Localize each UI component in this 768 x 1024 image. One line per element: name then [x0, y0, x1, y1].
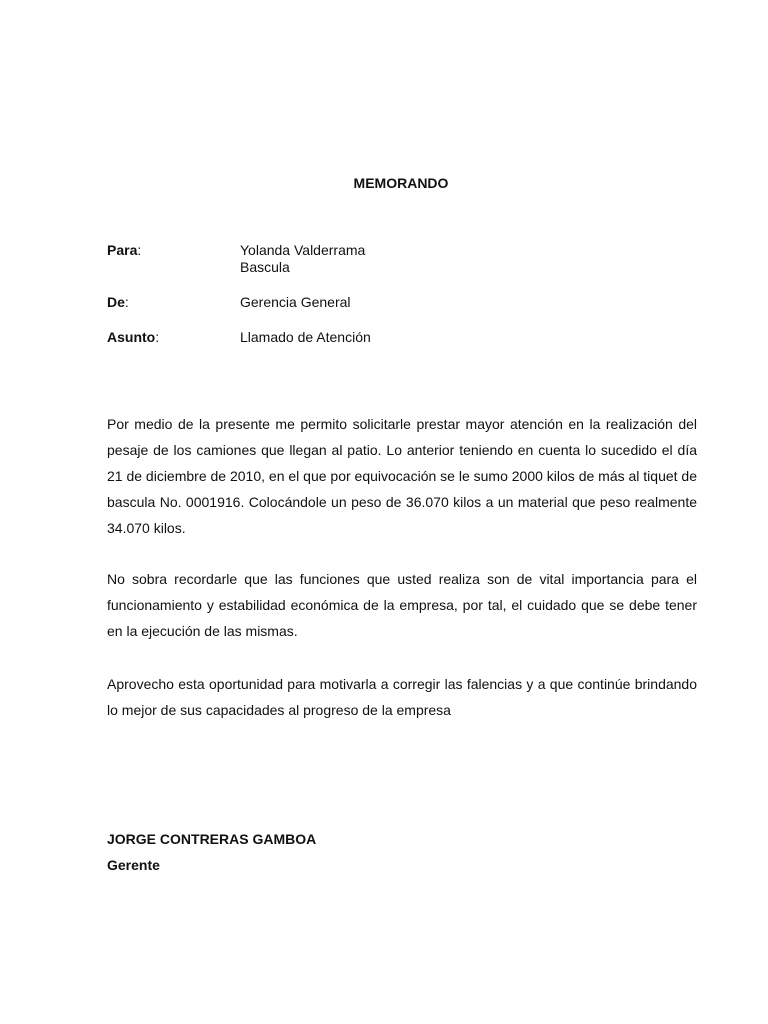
- body-paragraph-2: No sobra recordarle que las funciones que usted realiza son de vital importancia para el funcionamiento y estabilidad económica de la empresa, por tal, el cuidado que se debe tener en la ejecución de las mismas.: [107, 571, 697, 639]
- recipient-value: [240, 242, 365, 276]
- recipient-label-text: Para: [107, 242, 138, 258]
- body-paragraph-3: Aprovecho esta oportunidad para motivarla a corregir las falencias y a que continúe brindando lo mejor de sus capacidades al progreso de la empresa: [107, 676, 697, 718]
- subject-label-text: Asunto: [107, 329, 156, 345]
- signer-title: Gerente: [107, 857, 160, 873]
- sender-label: [107, 294, 129, 310]
- sender-label-colon: :: [124, 294, 129, 310]
- body-paragraph-1: Por medio de la presente me permito solicitarle prestar mayor atención en la realización del pesaje de los camiones que llegan al patio. Lo anterior teniendo en cuenta lo sucedido el día 21 de diciembre de 2010, en el que por equivocación se le sumo 2000 kilos de más al tiquet de bascula No. 0001916. Colocándole un peso de 36.070 kilos a un material que peso realmente 34.070 kilos.: [107, 416, 697, 536]
- recipient-label-colon: :: [137, 242, 142, 258]
- subject-label-colon: :: [155, 329, 160, 345]
- recipient-row: [107, 242, 707, 275]
- signer-name: JORGE CONTRERAS GAMBOA: [107, 831, 317, 847]
- subject-row: [107, 329, 707, 346]
- subject-value: Llamado de Atención: [240, 329, 371, 345]
- sender-row: [107, 294, 707, 311]
- recipient-name: Yolanda Valderrama: [240, 242, 366, 258]
- sender-label-text: De: [107, 294, 125, 310]
- sender-value: Gerencia General: [240, 294, 351, 310]
- recipient-department: Bascula: [240, 259, 290, 275]
- subject-label: [107, 329, 159, 345]
- recipient-label: [107, 242, 141, 258]
- memo-title: MEMORANDO: [353, 175, 449, 191]
